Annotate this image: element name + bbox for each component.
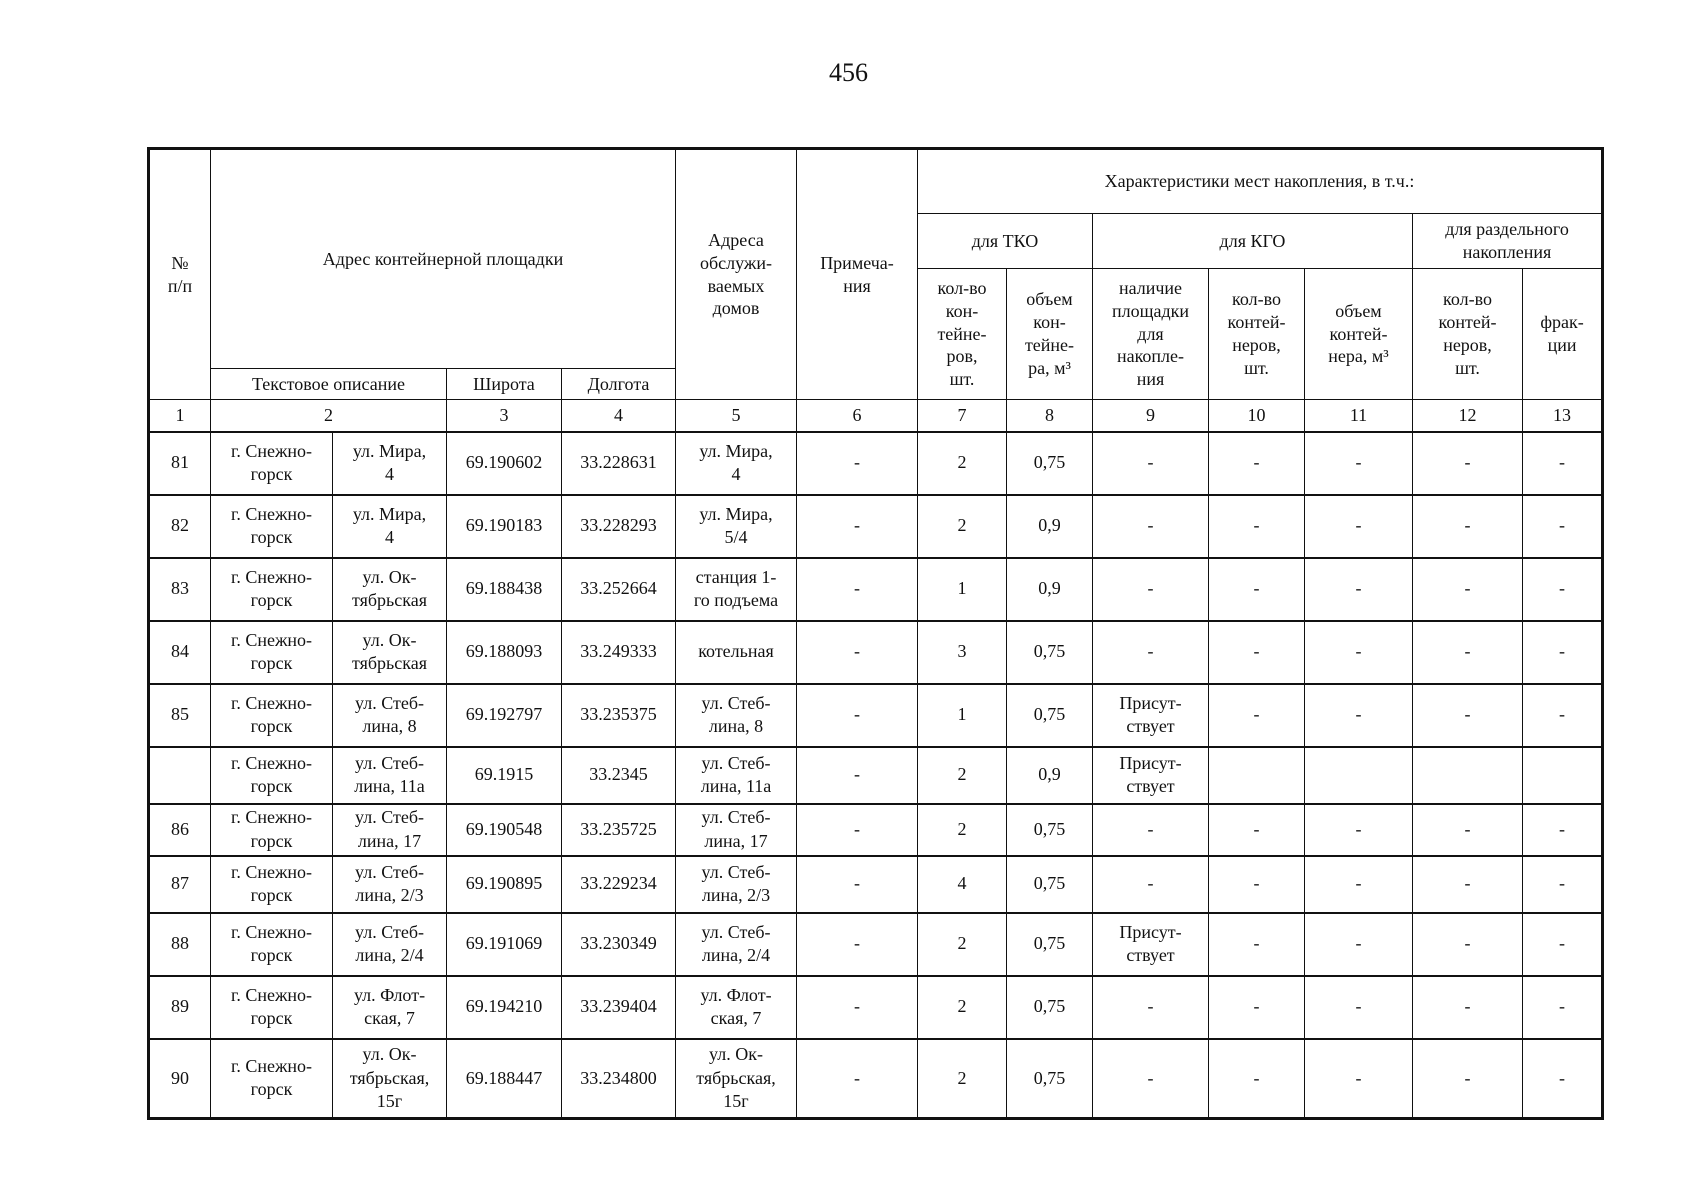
tko-count-cell: 2: [918, 432, 1007, 495]
header-kgo-site: наличие площадки для накопле- ния: [1093, 269, 1209, 400]
header-text-desc: Текстовое описание: [211, 369, 447, 400]
tko-volume-cell: 0,9: [1007, 558, 1093, 621]
row-number: [149, 747, 211, 804]
note-cell: -: [797, 621, 918, 684]
tko-count-cell: 2: [918, 747, 1007, 804]
kgo-site-cell: -: [1093, 432, 1209, 495]
header-kgo: для КГО: [1093, 214, 1413, 269]
city-cell: г. Снежно- горск: [211, 495, 333, 558]
latitude-cell: 69.188438: [447, 558, 562, 621]
column-number: 3: [447, 400, 562, 432]
street-cell: ул. Стеб- лина, 17: [333, 804, 447, 856]
sep-count-cell: -: [1413, 495, 1523, 558]
latitude-cell: 69.188447: [447, 1039, 562, 1119]
container-sites-table: [147, 147, 1604, 1120]
row-number: 82: [149, 495, 211, 558]
table-row: [149, 495, 1603, 558]
row-number: 81: [149, 432, 211, 495]
tko-volume-cell: 0,9: [1007, 495, 1093, 558]
table-row: [149, 747, 1603, 804]
city-cell: г. Снежно- горск: [211, 976, 333, 1039]
tko-volume-cell: 0,75: [1007, 621, 1093, 684]
sep-count-cell: -: [1413, 856, 1523, 913]
kgo-site-cell: -: [1093, 1039, 1209, 1119]
tko-count-cell: 4: [918, 856, 1007, 913]
street-cell: ул. Стеб- лина, 8: [333, 684, 447, 747]
column-numbers-row: [149, 400, 1603, 432]
kgo-count-cell: -: [1209, 1039, 1305, 1119]
column-number: 4: [562, 400, 676, 432]
sep-count-cell: -: [1413, 804, 1523, 856]
kgo-site-cell: -: [1093, 558, 1209, 621]
longitude-cell: 33.229234: [562, 856, 676, 913]
served-address-cell: ул. Мира, 4: [676, 432, 797, 495]
header-notes: Примеча- ния: [797, 149, 918, 400]
longitude-cell: 33.2345: [562, 747, 676, 804]
note-cell: -: [797, 432, 918, 495]
kgo-count-cell: -: [1209, 913, 1305, 976]
header-served: Адреса обслужи- ваемых домов: [676, 149, 797, 400]
kgo-volume-cell: -: [1305, 976, 1413, 1039]
sep-fractions-cell: -: [1523, 856, 1603, 913]
table-row: [149, 1039, 1603, 1119]
table-row: [149, 558, 1603, 621]
header-separate: для раздельного накопления: [1413, 214, 1603, 269]
latitude-cell: 69.188093: [447, 621, 562, 684]
tko-volume-cell: 0,75: [1007, 913, 1093, 976]
note-cell: -: [797, 1039, 918, 1119]
served-address-cell: ул. Мира, 5/4: [676, 495, 797, 558]
kgo-volume-cell: -: [1305, 621, 1413, 684]
note-cell: -: [797, 684, 918, 747]
sep-count-cell: -: [1413, 432, 1523, 495]
kgo-count-cell: -: [1209, 804, 1305, 856]
kgo-site-cell: -: [1093, 495, 1209, 558]
longitude-cell: 33.228631: [562, 432, 676, 495]
column-number: 5: [676, 400, 797, 432]
street-cell: ул. Стеб- лина, 11а: [333, 747, 447, 804]
kgo-count-cell: -: [1209, 976, 1305, 1039]
sep-count-cell: -: [1413, 976, 1523, 1039]
tko-volume-cell: 0,75: [1007, 976, 1093, 1039]
row-number: 86: [149, 804, 211, 856]
served-address-cell: котельная: [676, 621, 797, 684]
sep-count-cell: -: [1413, 913, 1523, 976]
header-tko-volume: объем кон- тейне- ра, м³: [1007, 269, 1093, 400]
kgo-count-cell: -: [1209, 684, 1305, 747]
city-cell: г. Снежно- горск: [211, 684, 333, 747]
tko-volume-cell: 0,9: [1007, 747, 1093, 804]
sep-fractions-cell: -: [1523, 913, 1603, 976]
street-cell: ул. Флот- ская, 7: [333, 976, 447, 1039]
kgo-count-cell: [1209, 747, 1305, 804]
kgo-count-cell: -: [1209, 432, 1305, 495]
tko-count-cell: 2: [918, 976, 1007, 1039]
note-cell: -: [797, 747, 918, 804]
column-number: 2: [211, 400, 447, 432]
column-number: 12: [1413, 400, 1523, 432]
tko-count-cell: 2: [918, 1039, 1007, 1119]
tko-volume-cell: 0,75: [1007, 684, 1093, 747]
street-cell: ул. Мира, 4: [333, 432, 447, 495]
column-number: 10: [1209, 400, 1305, 432]
longitude-cell: 33.235375: [562, 684, 676, 747]
header-sep-fractions: фрак- ции: [1523, 269, 1603, 400]
table-row: [149, 804, 1603, 856]
row-number: 88: [149, 913, 211, 976]
street-cell: ул. Стеб- лина, 2/3: [333, 856, 447, 913]
tko-count-cell: 2: [918, 495, 1007, 558]
kgo-site-cell: Присут- ствует: [1093, 913, 1209, 976]
kgo-volume-cell: [1305, 747, 1413, 804]
sep-count-cell: [1413, 747, 1523, 804]
table-row: [149, 913, 1603, 976]
longitude-cell: 33.228293: [562, 495, 676, 558]
street-cell: ул. Мира, 4: [333, 495, 447, 558]
served-address-cell: ул. Стеб- лина, 2/3: [676, 856, 797, 913]
latitude-cell: 69.192797: [447, 684, 562, 747]
note-cell: -: [797, 495, 918, 558]
note-cell: -: [797, 558, 918, 621]
sep-fractions-cell: [1523, 747, 1603, 804]
city-cell: г. Снежно- горск: [211, 856, 333, 913]
sep-fractions-cell: -: [1523, 621, 1603, 684]
tko-volume-cell: 0,75: [1007, 804, 1093, 856]
note-cell: -: [797, 856, 918, 913]
kgo-count-cell: -: [1209, 495, 1305, 558]
tko-volume-cell: 0,75: [1007, 1039, 1093, 1119]
tko-count-cell: 3: [918, 621, 1007, 684]
sep-fractions-cell: -: [1523, 976, 1603, 1039]
sep-count-cell: -: [1413, 621, 1523, 684]
kgo-site-cell: -: [1093, 621, 1209, 684]
header-tko-count: кол-во кон- тейне- ров, шт.: [918, 269, 1007, 400]
longitude-cell: 33.249333: [562, 621, 676, 684]
kgo-volume-cell: -: [1305, 495, 1413, 558]
street-cell: ул. Ок- тябрьская: [333, 621, 447, 684]
latitude-cell: 69.194210: [447, 976, 562, 1039]
sep-fractions-cell: -: [1523, 495, 1603, 558]
row-number: 89: [149, 976, 211, 1039]
served-address-cell: ул. Флот- ская, 7: [676, 976, 797, 1039]
longitude-cell: 33.239404: [562, 976, 676, 1039]
kgo-count-cell: -: [1209, 621, 1305, 684]
header-sep-count: кол-во контей- неров, шт.: [1413, 269, 1523, 400]
column-number: 7: [918, 400, 1007, 432]
table-row: [149, 621, 1603, 684]
column-number: 13: [1523, 400, 1603, 432]
table-row: [149, 856, 1603, 913]
row-number: 83: [149, 558, 211, 621]
longitude-cell: 33.230349: [562, 913, 676, 976]
served-address-cell: ул. Стеб- лина, 8: [676, 684, 797, 747]
header-kgo-count: кол-во контей- неров, шт.: [1209, 269, 1305, 400]
kgo-site-cell: Присут- ствует: [1093, 684, 1209, 747]
row-number: 87: [149, 856, 211, 913]
longitude-cell: 33.252664: [562, 558, 676, 621]
header-latitude: Широта: [447, 369, 562, 400]
column-number: 9: [1093, 400, 1209, 432]
latitude-cell: 69.1915: [447, 747, 562, 804]
tko-count-cell: 1: [918, 684, 1007, 747]
kgo-volume-cell: -: [1305, 1039, 1413, 1119]
street-cell: ул. Ок- тябрьская: [333, 558, 447, 621]
latitude-cell: 69.191069: [447, 913, 562, 976]
city-cell: г. Снежно- горск: [211, 1039, 333, 1119]
page-number: 456: [829, 58, 868, 87]
sep-fractions-cell: -: [1523, 804, 1603, 856]
longitude-cell: 33.235725: [562, 804, 676, 856]
served-address-cell: ул. Стеб- лина, 17: [676, 804, 797, 856]
sep-count-cell: -: [1413, 684, 1523, 747]
kgo-volume-cell: -: [1305, 432, 1413, 495]
city-cell: г. Снежно- горск: [211, 804, 333, 856]
tko-count-cell: 1: [918, 558, 1007, 621]
column-number: 1: [149, 400, 211, 432]
column-number: 11: [1305, 400, 1413, 432]
sep-fractions-cell: -: [1523, 1039, 1603, 1119]
kgo-volume-cell: -: [1305, 913, 1413, 976]
header-characteristics: Характеристики мест накопления, в т.ч.:: [918, 149, 1603, 214]
latitude-cell: 69.190548: [447, 804, 562, 856]
latitude-cell: 69.190183: [447, 495, 562, 558]
latitude-cell: 69.190602: [447, 432, 562, 495]
row-number: 85: [149, 684, 211, 747]
table-row: [149, 684, 1603, 747]
tko-volume-cell: 0,75: [1007, 432, 1093, 495]
sep-count-cell: -: [1413, 1039, 1523, 1119]
sep-fractions-cell: -: [1523, 558, 1603, 621]
city-cell: г. Снежно- горск: [211, 621, 333, 684]
city-cell: г. Снежно- горск: [211, 913, 333, 976]
column-number: 8: [1007, 400, 1093, 432]
city-cell: г. Снежно- горск: [211, 747, 333, 804]
note-cell: -: [797, 913, 918, 976]
kgo-site-cell: -: [1093, 976, 1209, 1039]
note-cell: -: [797, 976, 918, 1039]
served-address-cell: станция 1- го подъема: [676, 558, 797, 621]
kgo-volume-cell: -: [1305, 684, 1413, 747]
city-cell: г. Снежно- горск: [211, 558, 333, 621]
served-address-cell: ул. Ок- тябрьская, 15г: [676, 1039, 797, 1119]
header-num: № п/п: [149, 149, 211, 400]
kgo-volume-cell: -: [1305, 804, 1413, 856]
table-row: [149, 432, 1603, 495]
kgo-site-cell: -: [1093, 856, 1209, 913]
street-cell: ул. Стеб- лина, 2/4: [333, 913, 447, 976]
note-cell: -: [797, 804, 918, 856]
header-longitude: Долгота: [562, 369, 676, 400]
served-address-cell: ул. Стеб- лина, 2/4: [676, 913, 797, 976]
sep-fractions-cell: -: [1523, 684, 1603, 747]
kgo-count-cell: -: [1209, 856, 1305, 913]
row-number: 90: [149, 1039, 211, 1119]
column-number: 6: [797, 400, 918, 432]
sep-fractions-cell: -: [1523, 432, 1603, 495]
longitude-cell: 33.234800: [562, 1039, 676, 1119]
tko-count-cell: 2: [918, 913, 1007, 976]
row-number: 84: [149, 621, 211, 684]
tko-count-cell: 2: [918, 804, 1007, 856]
header-address: Адрес контейнерной площадки: [211, 149, 676, 369]
street-cell: ул. Ок- тябрьская, 15г: [333, 1039, 447, 1119]
table-row: [149, 976, 1603, 1039]
header-kgo-volume: объем контей- нера, м³: [1305, 269, 1413, 400]
kgo-volume-cell: -: [1305, 856, 1413, 913]
tko-volume-cell: 0,75: [1007, 856, 1093, 913]
kgo-site-cell: Присут- ствует: [1093, 747, 1209, 804]
kgo-count-cell: -: [1209, 558, 1305, 621]
served-address-cell: ул. Стеб- лина, 11а: [676, 747, 797, 804]
kgo-site-cell: -: [1093, 804, 1209, 856]
sep-count-cell: -: [1413, 558, 1523, 621]
kgo-volume-cell: -: [1305, 558, 1413, 621]
city-cell: г. Снежно- горск: [211, 432, 333, 495]
latitude-cell: 69.190895: [447, 856, 562, 913]
header-tko: для ТКО: [918, 214, 1093, 269]
